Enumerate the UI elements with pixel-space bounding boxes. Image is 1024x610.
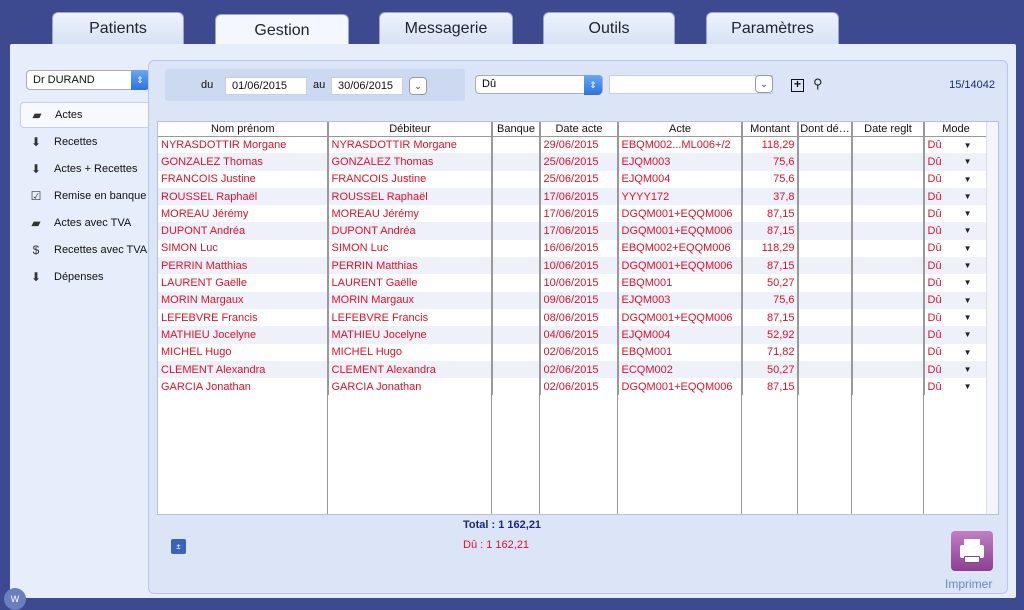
debtor-cell: PERRIN Matthias [328, 257, 492, 274]
act-code-cell: DGQM001+EQQM006 [618, 309, 742, 326]
amount-cell: 37,8 [742, 188, 798, 205]
tab-patients[interactable]: Patients [52, 12, 184, 46]
to-label: au [313, 79, 326, 91]
mode-cell[interactable] [924, 222, 988, 239]
column-header[interactable]: Débiteur [328, 122, 492, 136]
table-row[interactable] [158, 257, 988, 274]
sidebar-item-label: Actes avec TVA [54, 217, 132, 229]
dropdown-arrow-icon[interactable]: ▼ [963, 243, 972, 253]
mode-cell[interactable] [924, 171, 988, 188]
mode-value: Dû [927, 363, 942, 376]
mode-cell[interactable] [924, 240, 988, 257]
act-date-cell: 02/06/2015 [540, 361, 618, 378]
debtor-cell: MOREAU Jérémy [328, 205, 492, 222]
mode-cell[interactable] [924, 326, 988, 343]
mode-cell[interactable] [924, 344, 988, 361]
amount-cell: 118,29 [742, 240, 798, 257]
print-label[interactable]: Imprimer [945, 577, 993, 591]
mode-value: Dû [927, 277, 942, 290]
act-code-cell: DGQM001+EQQM006 [618, 378, 742, 395]
from-date-field[interactable]: 01/06/2015 [225, 77, 307, 95]
bank-deposit-icon: ☑ [30, 189, 42, 203]
tab-outils[interactable]: Outils [543, 12, 675, 46]
tab-parametres[interactable]: Paramètres [706, 12, 839, 46]
from-label: du [201, 79, 214, 91]
acts-table [157, 121, 999, 515]
dropdown-arrow-icon[interactable]: ▼ [963, 226, 972, 236]
debtor-cell: LEFEBVRE Francis [328, 309, 492, 326]
table-row[interactable] [158, 205, 988, 222]
sidebar-item-label: Actes + Recettes [54, 163, 138, 175]
mode-value: Dû [927, 294, 942, 307]
patient-name-cell: NYRASDOTTIR Morgane [158, 136, 328, 153]
calculator-icon[interactable]: ± [171, 539, 186, 554]
payment-date-cell [852, 274, 924, 291]
amount-cell: 87,15 [742, 309, 798, 326]
chevron-down-icon: ⌄ [414, 81, 422, 91]
search-icon[interactable]: ⚲ [813, 76, 823, 91]
practitioner-value: Dr DURAND [33, 74, 95, 86]
column-header[interactable]: Date reglt [852, 122, 924, 136]
patient-name-cell: GONZALEZ Thomas [158, 153, 328, 170]
payment-date-cell [852, 171, 924, 188]
debtor-cell: ROUSSEL Raphaël [328, 188, 492, 205]
act-date-cell: 09/06/2015 [540, 292, 618, 309]
add-button[interactable] [791, 79, 804, 92]
sidebar [20, 102, 148, 291]
practitioner-select[interactable] [26, 70, 150, 90]
patient-name-cell: MICHEL Hugo [158, 344, 328, 361]
sidebar-item-remise-banque[interactable] [20, 183, 148, 209]
payment-date-cell [852, 326, 924, 343]
mode-value: Dû [927, 207, 942, 220]
act-date-cell: 29/06/2015 [540, 136, 618, 153]
due-part-cell [798, 188, 852, 205]
mode-cell[interactable] [924, 309, 988, 326]
payment-date-cell [852, 344, 924, 361]
debtor-cell: DUPONT Andréa [328, 222, 492, 239]
table-row[interactable] [158, 171, 988, 188]
payment-date-cell [852, 222, 924, 239]
bank-cell [492, 309, 540, 326]
sidebar-item-label: Dépenses [54, 271, 104, 283]
payment-date-cell [852, 292, 924, 309]
mode-value: Dû [927, 242, 942, 255]
act-code-cell: EJQM004 [618, 326, 742, 343]
sidebar-item-label: Actes [55, 109, 83, 121]
download-icon: ⬇ [30, 135, 42, 149]
amount-cell: 75,6 [742, 153, 798, 170]
payment-date-cell [852, 240, 924, 257]
date-range-dropdown-button[interactable] [409, 77, 427, 95]
due-part-cell [798, 153, 852, 170]
mode-value: Dû [927, 225, 942, 238]
sidebar-item-actes[interactable] [20, 102, 150, 128]
bank-cell [492, 344, 540, 361]
column-header[interactable]: Mode [924, 122, 988, 136]
bank-cell [492, 153, 540, 170]
total-amount: Total : 1 162,21 [463, 519, 542, 531]
dropdown-arrow-icon[interactable]: ▼ [963, 382, 972, 392]
table-row[interactable] [158, 344, 988, 361]
tab-messagerie[interactable]: Messagerie [379, 12, 513, 46]
act-code-cell: ECQM002 [618, 361, 742, 378]
mode-cell[interactable] [924, 274, 988, 291]
main-tab-bar [0, 12, 1024, 46]
payment-date-cell [852, 309, 924, 326]
dropdown-arrow-icon[interactable]: ▼ [963, 364, 972, 374]
date-range-filter [165, 69, 465, 101]
print-button[interactable] [951, 531, 993, 571]
table-row[interactable] [158, 292, 988, 309]
debtor-cell: MICHEL Hugo [328, 344, 492, 361]
table-row[interactable] [158, 240, 988, 257]
search-dropdown-button[interactable] [755, 75, 773, 93]
sidebar-item-label: Remise en banque [54, 190, 147, 202]
table-row[interactable] [158, 326, 988, 343]
dropdown-arrow-icon[interactable]: ▼ [963, 157, 972, 167]
due-part-cell [798, 344, 852, 361]
act-date-cell: 25/06/2015 [540, 171, 618, 188]
act-date-cell: 10/06/2015 [540, 257, 618, 274]
column-header[interactable]: Nom prénom [158, 122, 328, 136]
act-date-cell: 02/06/2015 [540, 378, 618, 395]
search-field[interactable] [609, 75, 773, 94]
table-row[interactable] [158, 153, 988, 170]
patient-name-cell: LEFEBVRE Francis [158, 309, 328, 326]
mode-value: Dû [927, 311, 942, 324]
amount-cell: 50,27 [742, 274, 798, 291]
due-part-cell [798, 240, 852, 257]
bank-cell [492, 274, 540, 291]
amount-cell: 87,15 [742, 205, 798, 222]
safe-download-icon: ⬇ [30, 162, 42, 176]
act-code-cell: EJQM004 [618, 171, 742, 188]
mode-cell[interactable] [924, 136, 988, 153]
payment-mode-select[interactable] [475, 75, 603, 94]
sidebar-item-recettes[interactable] [20, 129, 148, 155]
patient-name-cell: MATHIEU Jocelyne [158, 326, 328, 343]
sidebar-item-label: Recettes avec TVA [54, 244, 148, 256]
mode-cell[interactable] [924, 153, 988, 170]
debtor-cell: GARCIA Jonathan [328, 378, 492, 395]
bank-cell [492, 188, 540, 205]
app-logo-icon: W [4, 588, 26, 610]
payment-date-cell [852, 361, 924, 378]
patient-name-cell: CLEMENT Alexandra [158, 361, 328, 378]
sidebar-item-actes-recettes[interactable] [20, 156, 148, 182]
patient-name-cell: PERRIN Matthias [158, 257, 328, 274]
bank-cell [492, 222, 540, 239]
payment-date-cell [852, 153, 924, 170]
act-date-cell: 02/06/2015 [540, 344, 618, 361]
act-date-cell: 16/06/2015 [540, 240, 618, 257]
mode-cell[interactable] [924, 292, 988, 309]
mode-cell[interactable] [924, 257, 988, 274]
payment-date-cell [852, 136, 924, 153]
mode-value: Dû [927, 259, 942, 272]
due-part-cell [798, 205, 852, 222]
mode-cell[interactable] [924, 188, 988, 205]
debtor-cell: GONZALEZ Thomas [328, 153, 492, 170]
bank-cell [492, 257, 540, 274]
act-code-cell: EBQM002...ML006+/2 [618, 136, 742, 153]
payment-date-cell [852, 188, 924, 205]
debtor-cell: SIMON Luc [328, 240, 492, 257]
act-date-cell: 08/06/2015 [540, 309, 618, 326]
vertical-scrollbar[interactable] [986, 122, 998, 514]
safe-icon: ▰ [32, 108, 42, 122]
bank-cell [492, 292, 540, 309]
mode-value: Dû [927, 173, 942, 186]
amount-cell: 50,27 [742, 361, 798, 378]
due-amount: Dû : 1 162,21 [463, 539, 530, 551]
table-row[interactable] [158, 309, 988, 326]
mode-value: Dû [927, 328, 942, 341]
amount-cell: 87,15 [742, 378, 798, 395]
payment-mode-value: Dû [482, 78, 497, 90]
patient-name-cell: ROUSSEL Raphaël [158, 188, 328, 205]
patient-name-cell: LAURENT Gaëlle [158, 274, 328, 291]
content-area [148, 60, 1008, 594]
act-date-cell: 17/06/2015 [540, 205, 618, 222]
table-row[interactable] [158, 222, 988, 239]
mode-value: Dû [927, 155, 942, 168]
act-code-cell: DGQM001+EQQM006 [618, 222, 742, 239]
act-code-cell: EBQM001 [618, 274, 742, 291]
table-header-row [158, 122, 988, 136]
sidebar-item-label: Recettes [54, 136, 98, 148]
amount-cell: 52,92 [742, 326, 798, 343]
chevron-down-icon: ⌄ [760, 79, 768, 89]
table-row[interactable] [158, 188, 988, 205]
patient-name-cell: GARCIA Jonathan [158, 378, 328, 395]
plus-icon: + [793, 77, 801, 91]
money-icon: $ [32, 243, 40, 257]
download-icon: ⬇ [30, 270, 42, 284]
bank-cell [492, 378, 540, 395]
due-part-cell [798, 136, 852, 153]
amount-cell: 75,6 [742, 171, 798, 188]
bank-cell [492, 361, 540, 378]
amount-cell: 75,6 [742, 292, 798, 309]
select-arrows-icon: ⇕ [584, 75, 602, 95]
act-date-cell: 17/06/2015 [540, 222, 618, 239]
table-row[interactable] [158, 136, 988, 153]
dropdown-arrow-icon[interactable]: ▼ [963, 295, 972, 305]
sidebar-item-recettes-tva[interactable] [20, 237, 148, 263]
amount-cell: 118,29 [742, 136, 798, 153]
dropdown-arrow-icon[interactable]: ▼ [963, 330, 972, 340]
debtor-cell: MATHIEU Jocelyne [328, 326, 492, 343]
dropdown-arrow-icon[interactable]: ▼ [963, 312, 972, 322]
dropdown-arrow-icon[interactable]: ▼ [963, 347, 972, 357]
payment-date-cell [852, 205, 924, 222]
mode-value: Dû [927, 138, 942, 151]
act-date-cell: 10/06/2015 [540, 274, 618, 291]
due-part-cell [798, 257, 852, 274]
bank-cell [492, 136, 540, 153]
debtor-cell: MORIN Margaux [328, 292, 492, 309]
select-arrows-icon: ⇕ [131, 70, 149, 90]
act-code-cell: DGQM001+EQQM006 [618, 205, 742, 222]
due-part-cell [798, 326, 852, 343]
column-header[interactable]: Dont dé… [798, 122, 852, 136]
bank-cell [492, 205, 540, 222]
sidebar-item-actes-tva[interactable] [20, 210, 148, 236]
due-part-cell [798, 171, 852, 188]
dropdown-arrow-icon[interactable]: ▼ [963, 140, 972, 150]
due-part-cell [798, 361, 852, 378]
table-row[interactable] [158, 274, 988, 291]
column-header[interactable]: Date acte [540, 122, 618, 136]
dropdown-arrow-icon[interactable]: ▼ [963, 278, 972, 288]
debtor-cell: FRANCOIS Justine [328, 171, 492, 188]
act-date-cell: 25/06/2015 [540, 153, 618, 170]
patient-name-cell: MORIN Margaux [158, 292, 328, 309]
table-row[interactable] [158, 361, 988, 378]
payment-date-cell [852, 257, 924, 274]
act-code-cell: EJQM003 [618, 153, 742, 170]
mode-cell[interactable] [924, 378, 988, 395]
sidebar-item-depenses[interactable] [20, 264, 148, 290]
record-counter: 15/14042 [949, 79, 995, 91]
due-part-cell [798, 222, 852, 239]
act-code-cell: EBQM002+EQQM006 [618, 240, 742, 257]
mode-cell[interactable] [924, 205, 988, 222]
to-date-field[interactable]: 30/06/2015 [331, 77, 403, 95]
payment-date-cell [852, 378, 924, 395]
dropdown-arrow-icon[interactable]: ▼ [963, 261, 972, 271]
table-row[interactable] [158, 378, 988, 395]
act-code-cell: YYYY172 [618, 188, 742, 205]
bank-cell [492, 171, 540, 188]
act-code-cell: EJQM003 [618, 292, 742, 309]
dropdown-arrow-icon[interactable]: ▼ [963, 174, 972, 184]
patient-name-cell: FRANCOIS Justine [158, 171, 328, 188]
amount-cell: 87,15 [742, 222, 798, 239]
patient-name-cell: MOREAU Jérémy [158, 205, 328, 222]
amount-cell: 87,15 [742, 257, 798, 274]
debtor-cell: CLEMENT Alexandra [328, 361, 492, 378]
bank-cell [492, 240, 540, 257]
mode-value: Dû [927, 190, 942, 203]
column-header[interactable]: Banque [492, 122, 540, 136]
act-date-cell: 17/06/2015 [540, 188, 618, 205]
debtor-cell: LAURENT Gaëlle [328, 274, 492, 291]
dropdown-arrow-icon[interactable]: ▼ [963, 191, 972, 201]
dropdown-arrow-icon[interactable]: ▼ [963, 209, 972, 219]
act-date-cell: 04/06/2015 [540, 326, 618, 343]
column-header[interactable]: Acte [618, 122, 742, 136]
mode-cell[interactable] [924, 361, 988, 378]
column-header[interactable]: Montant [742, 122, 798, 136]
bank-cell [492, 326, 540, 343]
amount-cell: 71,82 [742, 344, 798, 361]
due-part-cell [798, 309, 852, 326]
debtor-cell: NYRASDOTTIR Morgane [328, 136, 492, 153]
act-code-cell: DGQM001+EQQM006 [618, 257, 742, 274]
due-part-cell [798, 292, 852, 309]
act-code-cell: EBQM001 [618, 344, 742, 361]
patient-name-cell: SIMON Luc [158, 240, 328, 257]
due-part-cell [798, 378, 852, 395]
safe-icon: ▰ [31, 216, 41, 230]
gestion-panel [10, 44, 1016, 598]
due-part-cell [798, 274, 852, 291]
mode-value: Dû [927, 346, 942, 359]
patient-name-cell: DUPONT Andréa [158, 222, 328, 239]
mode-value: Dû [927, 380, 942, 393]
tab-gestion[interactable]: Gestion [215, 14, 349, 48]
